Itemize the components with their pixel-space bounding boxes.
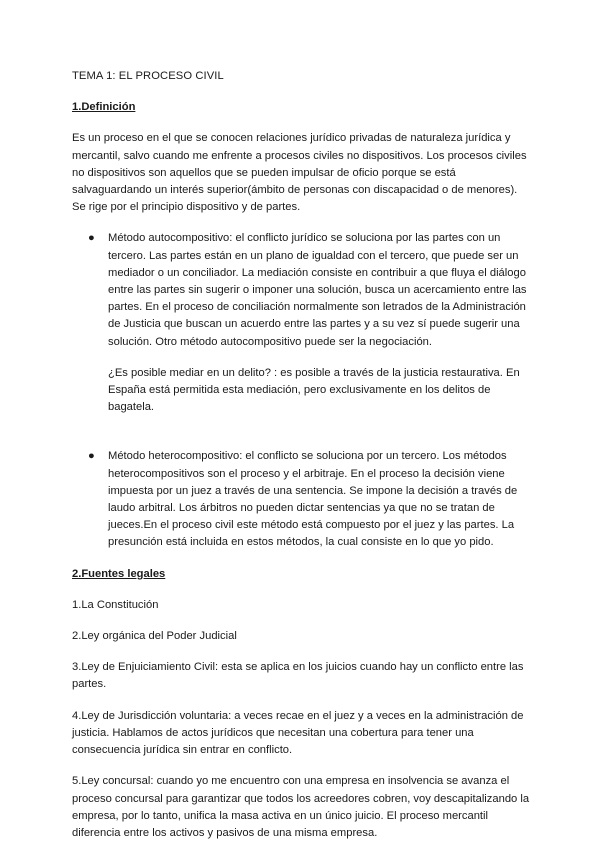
- list-item-autocompositivo: [72, 230, 532, 416]
- source-lec: 3.Ley de Enjuiciamiento Civil: esta se aplica en los juicios cuando hay un conflicto entre las partes.: [72, 661, 524, 691]
- bullet-icon: ●: [88, 232, 95, 245]
- source-lopj: 2.Ley orgánica del Poder Judicial: [72, 630, 237, 643]
- document-title: TEMA 1: EL PROCESO CIVIL: [72, 70, 224, 82]
- source-constitucion: 1.La Constitución: [72, 598, 159, 611]
- section-heading-fuentes: 2.Fuentes legales: [72, 567, 166, 580]
- section-heading-definicion: 1.Definición: [72, 101, 136, 114]
- heterocompositivo-paragraph: Método heterocompositivo: el conflicto se soluciona por un tercero. Los métodos heterocompositivos son el proceso y el arbitraje. En el proceso la decisión viene impuesta por un juez a través de una sentencia. Se impone la decisión a través de laudo arbitral. Los árbitros no pueden dictar sentencias ya que no se tratan de jueces.En el proceso civil este método está compuesto por el juez y las partes. La presunción está incluida en estos métodos, la cual consiste en lo que yo pido.: [108, 450, 518, 549]
- document-page: [72, 68, 532, 856]
- mediation-question-paragraph: ¿Es posible mediar en un delito? : es posible a través de la justicia restaurativa. En España está permitida esta mediación, pero exclusivamente en los delitos de bagatela.: [108, 366, 520, 414]
- list-item-heterocompositivo: [72, 448, 532, 551]
- autocompositivo-paragraph: Método autocompositivo: el conflicto jurídico se soluciona por las partes con un tercero. Las partes están en un plano de igualdad con el tercero, que puede ser un mediador o un conciliador. La mediación consiste en contribuir a que fluya el diálogo entre las partes sin sugerir o imponer una solución, busca un acercamiento entre las partes. En el proceso de conciliación normalmente son letrados de la Administración de Justicia que buscan un acuerdo entre las partes y a su vez sí puede sugerir una solución. Otro método autocompositivo puede ser la negociación.: [108, 232, 527, 348]
- definition-paragraph: Es un proceso en el que se conocen relaciones jurídico privadas de naturaleza jurídica y mercantil, salvo cuando me enfrente a procesos civiles no dispositivos. Los procesos civiles no dispositivos son aquellos que se pueden impulsar de oficio porque se está salvaguardando un interés superior(ámbito de personas con discapacidad o de menores). Se rige por el principio dispositivo y de partes.: [72, 132, 527, 214]
- methods-list: [72, 230, 532, 551]
- bullet-icon: ●: [88, 450, 95, 463]
- source-jurisdiccion-voluntaria: 4.Ley de Jurisdicción voluntaria: a veces recae en el juez y a veces en la administración de justicia. Hablamos de actos jurídicos que necesitan una cobertura para tener una consecuencia jurídica sin entrar en conflicto.: [72, 709, 524, 757]
- spacer: [72, 430, 532, 448]
- source-ley-concursal: 5.Ley concursal: cuando yo me encuentro con una empresa en insolvencia se avanza el proceso concursal para garantizar que todos los acreedores cobren, voy descapitalizando la empresa, por lo tanto, unifica la masa activa en un único juicio. El proceso mercantil diferencia entre los activos y pasivos de una misma empresa.: [72, 775, 530, 839]
